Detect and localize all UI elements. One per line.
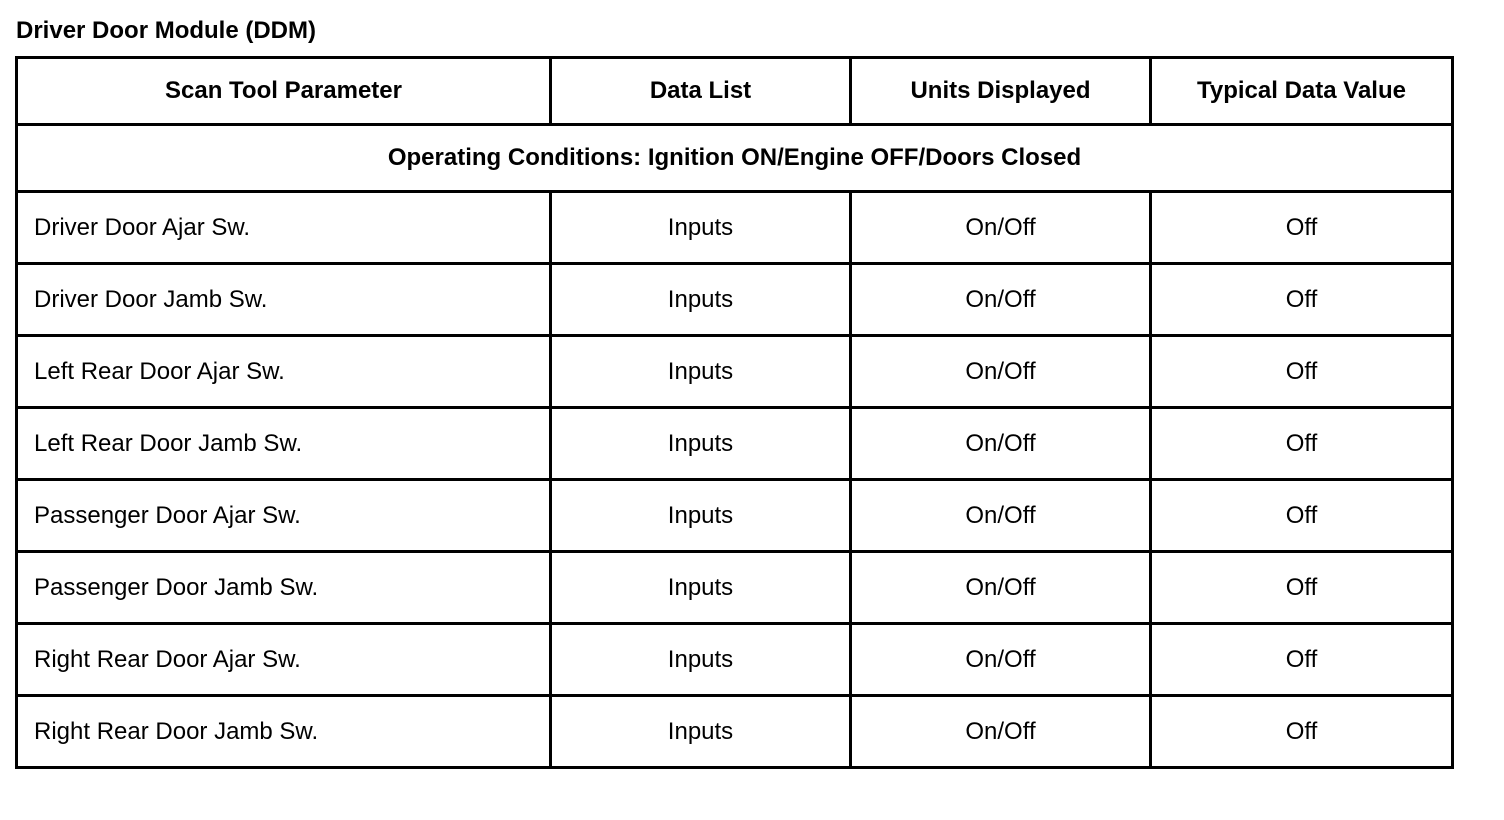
parameter-cell: Right Rear Door Jamb Sw. bbox=[17, 696, 551, 768]
parameter-cell: Left Rear Door Jamb Sw. bbox=[17, 408, 551, 480]
table-row bbox=[17, 480, 1453, 552]
table-row bbox=[17, 552, 1453, 624]
document-title: Driver Door Module (DDM) bbox=[16, 17, 316, 44]
typical-value-cell: Off bbox=[1151, 264, 1453, 336]
parameter-cell: Driver Door Ajar Sw. bbox=[17, 192, 551, 264]
units-cell: On/Off bbox=[851, 336, 1151, 408]
table-row bbox=[17, 192, 1453, 264]
scan-tool-data-table bbox=[15, 56, 1454, 769]
units-cell: On/Off bbox=[851, 624, 1151, 696]
data-list-cell: Inputs bbox=[551, 408, 851, 480]
typical-value-cell: Off bbox=[1151, 336, 1453, 408]
table-row bbox=[17, 696, 1453, 768]
typical-value-cell: Off bbox=[1151, 552, 1453, 624]
units-cell: On/Off bbox=[851, 552, 1151, 624]
typical-value-cell: Off bbox=[1151, 696, 1453, 768]
typical-value-cell: Off bbox=[1151, 624, 1453, 696]
operating-conditions: Operating Conditions: Ignition ON/Engine OFF/Doors Closed bbox=[17, 125, 1453, 192]
units-cell: On/Off bbox=[851, 264, 1151, 336]
header-scan-tool-parameter: Scan Tool Parameter bbox=[17, 58, 551, 125]
parameter-cell: Left Rear Door Ajar Sw. bbox=[17, 336, 551, 408]
parameter-cell: Driver Door Jamb Sw. bbox=[17, 264, 551, 336]
table-row bbox=[17, 264, 1453, 336]
table-header-row bbox=[17, 58, 1453, 125]
header-typical-data-value: Typical Data Value bbox=[1151, 58, 1453, 125]
data-list-cell: Inputs bbox=[551, 480, 851, 552]
table-row bbox=[17, 408, 1453, 480]
data-list-cell: Inputs bbox=[551, 264, 851, 336]
table-row bbox=[17, 336, 1453, 408]
table-row bbox=[17, 624, 1453, 696]
data-list-cell: Inputs bbox=[551, 624, 851, 696]
operating-conditions-row bbox=[17, 125, 1453, 192]
typical-value-cell: Off bbox=[1151, 192, 1453, 264]
parameter-cell: Passenger Door Ajar Sw. bbox=[17, 480, 551, 552]
typical-value-cell: Off bbox=[1151, 480, 1453, 552]
data-list-cell: Inputs bbox=[551, 336, 851, 408]
parameter-cell: Right Rear Door Ajar Sw. bbox=[17, 624, 551, 696]
parameter-cell: Passenger Door Jamb Sw. bbox=[17, 552, 551, 624]
data-list-cell: Inputs bbox=[551, 192, 851, 264]
data-list-cell: Inputs bbox=[551, 552, 851, 624]
header-data-list: Data List bbox=[551, 58, 851, 125]
units-cell: On/Off bbox=[851, 480, 1151, 552]
typical-value-cell: Off bbox=[1151, 408, 1453, 480]
header-units-displayed: Units Displayed bbox=[851, 58, 1151, 125]
data-list-cell: Inputs bbox=[551, 696, 851, 768]
units-cell: On/Off bbox=[851, 696, 1151, 768]
units-cell: On/Off bbox=[851, 408, 1151, 480]
units-cell: On/Off bbox=[851, 192, 1151, 264]
